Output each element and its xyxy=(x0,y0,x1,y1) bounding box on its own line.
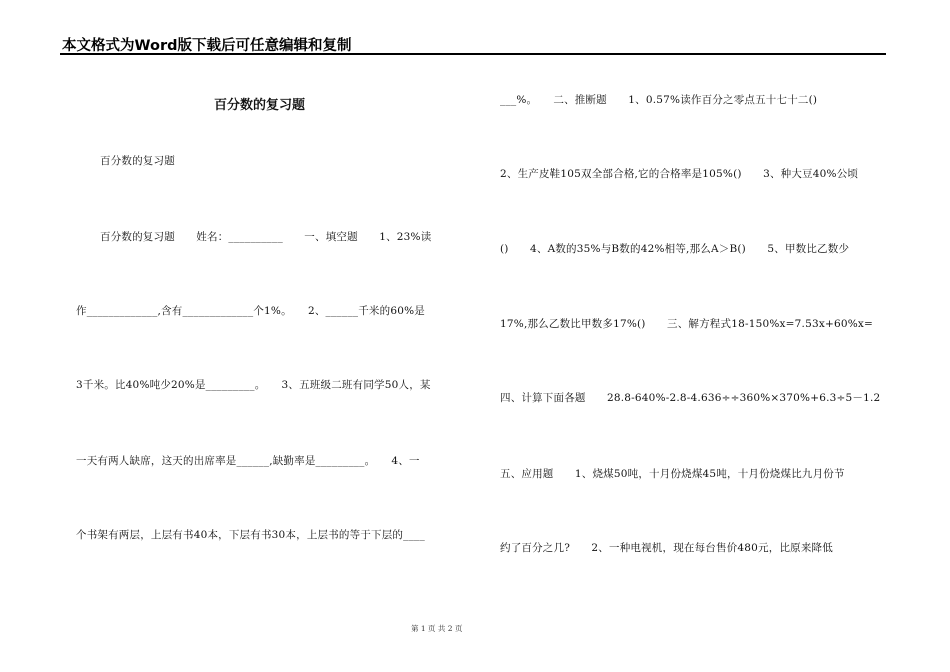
left-line-5: 一天有两人缺席，这天的出席率是______,缺勤率是_________。 4、一 xyxy=(76,455,420,467)
page-number: 第 1 页 共 2 页 xyxy=(411,624,463,633)
left-line-1: 百分数的复习题 xyxy=(100,155,175,167)
left-line-2: 百分数的复习题 姓名：__________ 一、填空题 1、23%读 xyxy=(100,231,432,243)
right-line-1: ___%。 二、推断题 1、0.57%读作百分之零点五十七十二() xyxy=(500,94,818,106)
header-divider xyxy=(60,53,886,55)
left-line-3: 作_____________,含有_____________个1%。 2、______千米的60%是 xyxy=(76,305,425,317)
right-line-5: 四、计算下面各题 28.8-640%-2.8-4.636÷÷360%×370%+6.3÷5－1.2 xyxy=(500,392,881,404)
right-line-3: () 4、A数的35%与B数的42%相等,那么A＞B() 5、甲数比乙数少 xyxy=(500,243,850,255)
right-line-7: 约了百分之几? 2、一种电视机，现在每台售价480元，比原来降低 xyxy=(500,542,833,554)
header-title: 本文格式为Word版下载后可任意编辑和复制 xyxy=(62,38,352,54)
document-title: 百分数的复习题 xyxy=(214,98,306,113)
left-line-4: 3千米。比40%吨少20%是_________。 3、五班级二班有同学50人，某 xyxy=(76,379,431,391)
right-line-2: 2、生产皮鞋105双全部合格,它的合格率是105%() 3、种大豆40%公顷 xyxy=(500,168,859,180)
right-line-6: 五、应用题 1、烧煤50吨，十月份烧煤45吨，十月份烧煤比九月份节 xyxy=(500,468,845,480)
left-line-6: 个书架有两层，上层有书40本，下层有书30本，上层书的等于下层的____ xyxy=(76,529,425,541)
right-line-4: 17%,那么乙数比甲数多17%() 三、解方程式18-150%x=7.53x+60%x= xyxy=(500,318,874,330)
